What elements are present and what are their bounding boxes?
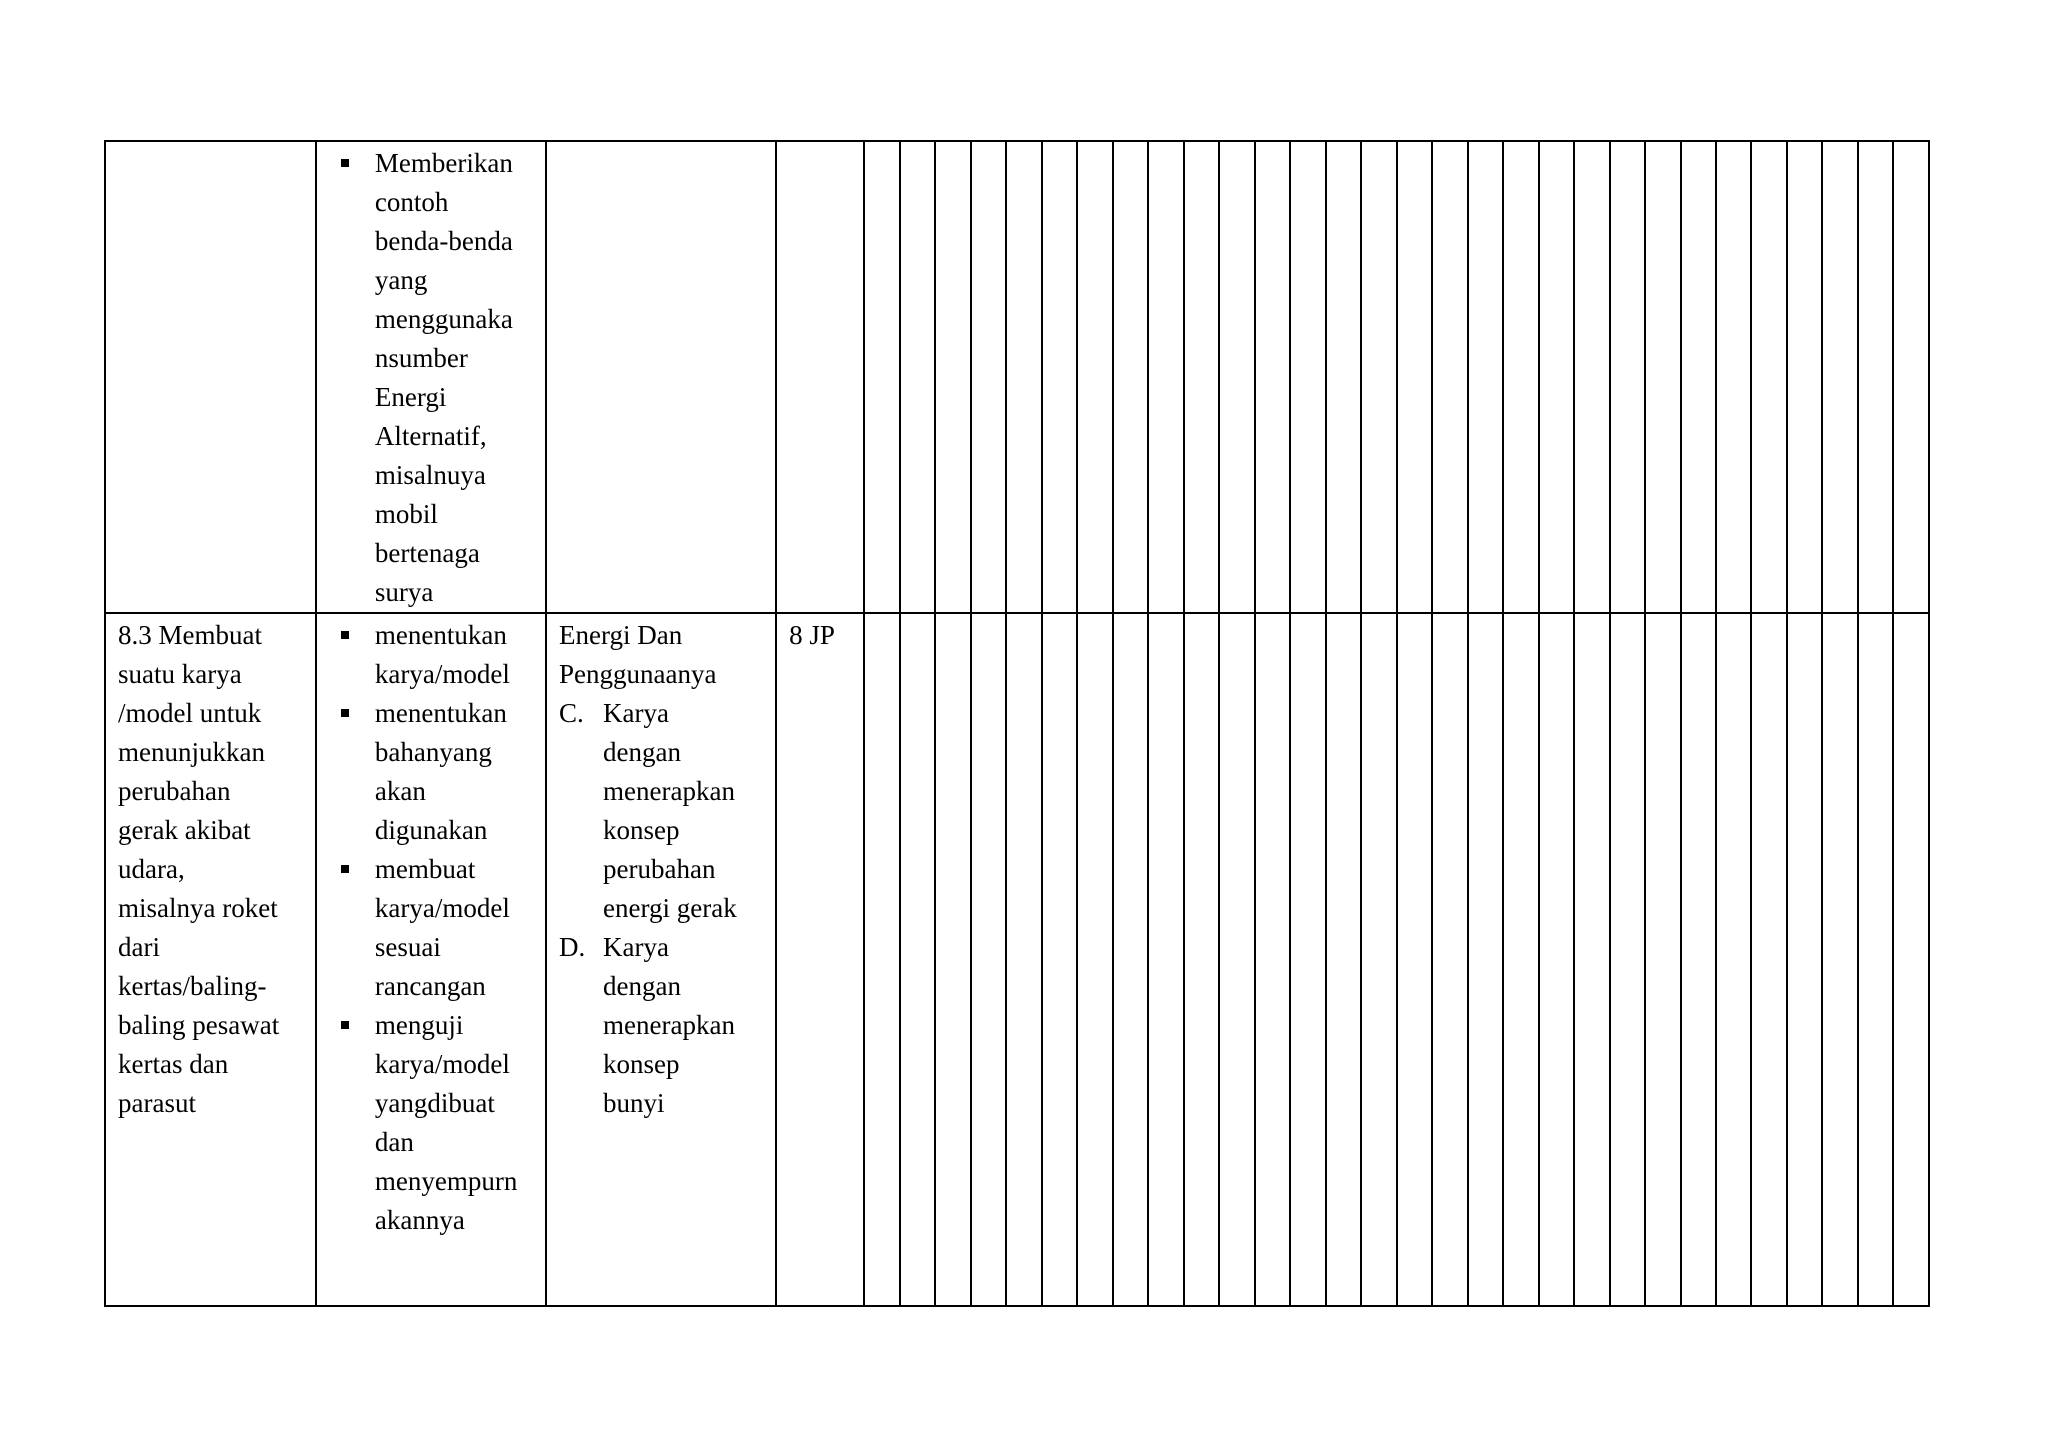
indicator-line: contoh: [374, 187, 449, 217]
competency-line: suatu karya: [118, 659, 242, 689]
indicator-line: dan: [374, 1127, 414, 1157]
material-line: Karya: [603, 698, 669, 728]
schedule-cell: [900, 613, 935, 1306]
schedule-cell: [1397, 613, 1432, 1306]
schedule-cell: [1645, 613, 1680, 1306]
schedule-cell: [1255, 141, 1290, 613]
competency-line: /model untuk: [118, 698, 262, 728]
schedule-cell: [1361, 613, 1396, 1306]
schedule-cell: [1893, 141, 1929, 613]
indicator-line: digunakan: [374, 815, 488, 845]
schedule-cell: [1751, 613, 1786, 1306]
indicator-list: [327, 144, 535, 612]
square-bullet-icon: [341, 865, 349, 873]
schedule-cell: [1610, 141, 1645, 613]
competency-line: 8.3 Membuat: [118, 620, 262, 650]
schedule-cell: [1113, 141, 1148, 613]
syllabus-table: [104, 140, 1930, 1307]
list-marker: D.: [559, 932, 586, 962]
competency-line: gerak akibat: [118, 815, 251, 845]
indicator-line: bertenaga: [374, 538, 480, 568]
schedule-cell: [1716, 613, 1751, 1306]
schedule-cell: [900, 141, 935, 613]
schedule-cell: [1184, 141, 1219, 613]
schedule-cell: [1893, 613, 1929, 1306]
material-line: dengan: [603, 971, 681, 1001]
indicator-line: karya/model: [374, 659, 510, 689]
competency-line: misalnya roket: [118, 893, 278, 923]
schedule-cell: [1361, 141, 1396, 613]
table-row: [105, 141, 1929, 613]
schedule-cell: [1716, 141, 1751, 613]
list-item: [559, 694, 765, 928]
competency-line: dari: [118, 932, 160, 962]
material-list: [559, 694, 765, 1123]
indicator-cell: [316, 613, 546, 1306]
competency-cell: [105, 141, 316, 613]
schedule-cell: [971, 613, 1006, 1306]
schedule-cell: [1787, 141, 1822, 613]
word: n: [374, 343, 389, 373]
indicator-line: rancangan: [374, 971, 486, 1001]
schedule-cell: [1184, 613, 1219, 1306]
schedule-cell: [1042, 141, 1077, 613]
material-title-line: Energi Dan: [559, 620, 683, 650]
word: dibuat: [427, 1088, 495, 1118]
indicator-line: surya: [374, 577, 434, 607]
competency-line: kertas dan: [118, 1049, 229, 1079]
schedule-cell: [935, 141, 970, 613]
schedule-cell: [1574, 613, 1609, 1306]
material-line: menerapkan: [603, 776, 735, 806]
list-item: [559, 928, 765, 1123]
schedule-cell: [1574, 141, 1609, 613]
indicator-line: menguji: [374, 1010, 464, 1040]
square-bullet-icon: [341, 631, 349, 639]
material-line: dengan: [603, 737, 681, 767]
schedule-cell: [864, 613, 899, 1306]
square-bullet-icon: [341, 159, 349, 167]
schedule-cell: [1148, 141, 1183, 613]
schedule-cell: [1468, 141, 1503, 613]
schedule-cell: [1539, 141, 1574, 613]
schedule-cell: [1822, 141, 1857, 613]
competency-line: udara,: [118, 854, 185, 884]
competency-line: parasut: [118, 1088, 196, 1118]
schedule-cell: [1858, 141, 1893, 613]
indicator-line: menggunaka: [374, 304, 513, 334]
list-item: [327, 694, 535, 850]
list-item: [327, 616, 535, 694]
indicator-line: yang: [374, 265, 428, 295]
indicator-line: [375, 1084, 535, 1123]
schedule-cell: [1787, 613, 1822, 1306]
schedule-cell: [1326, 141, 1361, 613]
schedule-cell: [1006, 141, 1041, 613]
indicator-line: [375, 733, 535, 772]
schedule-cell: [1681, 613, 1716, 1306]
word: yang: [439, 737, 492, 767]
indicator-cell: [316, 141, 546, 613]
schedule-cell: [1822, 613, 1857, 1306]
material-line: energi gerak: [603, 893, 737, 923]
word: yang: [374, 1088, 428, 1118]
competency-line: kertas/baling-: [118, 971, 267, 1001]
schedule-cell: [1042, 613, 1077, 1306]
schedule-cell: [1148, 613, 1183, 1306]
schedule-cell: [1432, 141, 1467, 613]
schedule-cell: [1077, 613, 1112, 1306]
schedule-cell: [1290, 141, 1325, 613]
material-line: konsep: [603, 815, 680, 845]
square-bullet-icon: [341, 1021, 349, 1029]
time-allocation: 8 JP: [789, 620, 835, 650]
indicator-line: benda-benda: [374, 226, 513, 256]
list-item: [327, 1006, 535, 1240]
competency-line: baling pesawat: [118, 1010, 280, 1040]
schedule-cell: [1858, 613, 1893, 1306]
material-title-line: Penggunaanya: [559, 659, 717, 689]
competency-line: menunjukkan: [118, 737, 265, 767]
time-cell: [776, 141, 864, 613]
schedule-cell: [1219, 141, 1254, 613]
material-line: Karya: [603, 932, 669, 962]
list-item: [327, 850, 535, 1006]
indicator-line: Memberikan: [374, 148, 513, 178]
material-line: perubahan: [603, 854, 716, 884]
schedule-cell: [971, 141, 1006, 613]
indicator-line: Alternatif,: [374, 421, 487, 451]
competency-cell: [105, 613, 316, 1306]
time-cell: [776, 613, 864, 1306]
indicator-line: akannya: [374, 1205, 465, 1235]
schedule-cell: [935, 613, 970, 1306]
indicator-line: menentukan: [374, 698, 507, 728]
schedule-cell: [1539, 613, 1574, 1306]
schedule-cell: [1645, 141, 1680, 613]
material-cell: [546, 613, 776, 1306]
word: bahan: [374, 737, 440, 767]
indicator-list: [327, 616, 535, 1240]
schedule-cell: [1077, 141, 1112, 613]
material-line: bunyi: [603, 1088, 665, 1118]
schedule-cell: [1503, 141, 1538, 613]
list-marker: C.: [559, 698, 584, 728]
indicator-line: akan: [374, 776, 426, 806]
schedule-cell: [1219, 613, 1254, 1306]
indicator-line: karya/model: [374, 1049, 510, 1079]
schedule-cell: [1290, 613, 1325, 1306]
table-row: [105, 613, 1929, 1306]
schedule-cell: [1006, 613, 1041, 1306]
schedule-cell: [1610, 613, 1645, 1306]
schedule-cell: [1326, 613, 1361, 1306]
schedule-cell: [1113, 613, 1148, 1306]
indicator-line: menyempurn: [374, 1166, 518, 1196]
material-cell: [546, 141, 776, 613]
indicator-line: sesuai: [374, 932, 441, 962]
list-item: [327, 144, 535, 612]
indicator-line: mobil: [374, 499, 438, 529]
material-line: konsep: [603, 1049, 680, 1079]
indicator-line: karya/model: [374, 893, 510, 923]
schedule-cell: [1397, 141, 1432, 613]
competency-line: perubahan: [118, 776, 231, 806]
schedule-cell: [1255, 613, 1290, 1306]
indicator-line: misalnuya: [374, 460, 486, 490]
schedule-cell: [1681, 141, 1716, 613]
schedule-cell: [1503, 613, 1538, 1306]
schedule-cell: [1468, 613, 1503, 1306]
indicator-line: membuat: [374, 854, 476, 884]
schedule-cell: [1432, 613, 1467, 1306]
indicator-line: Energi: [374, 382, 447, 412]
schedule-cell: [1751, 141, 1786, 613]
material-line: menerapkan: [603, 1010, 735, 1040]
indicator-line: menentukan: [374, 620, 507, 650]
word: sumber: [388, 343, 468, 373]
square-bullet-icon: [341, 709, 349, 717]
schedule-cell: [864, 141, 899, 613]
indicator-line-justified: [375, 339, 535, 378]
